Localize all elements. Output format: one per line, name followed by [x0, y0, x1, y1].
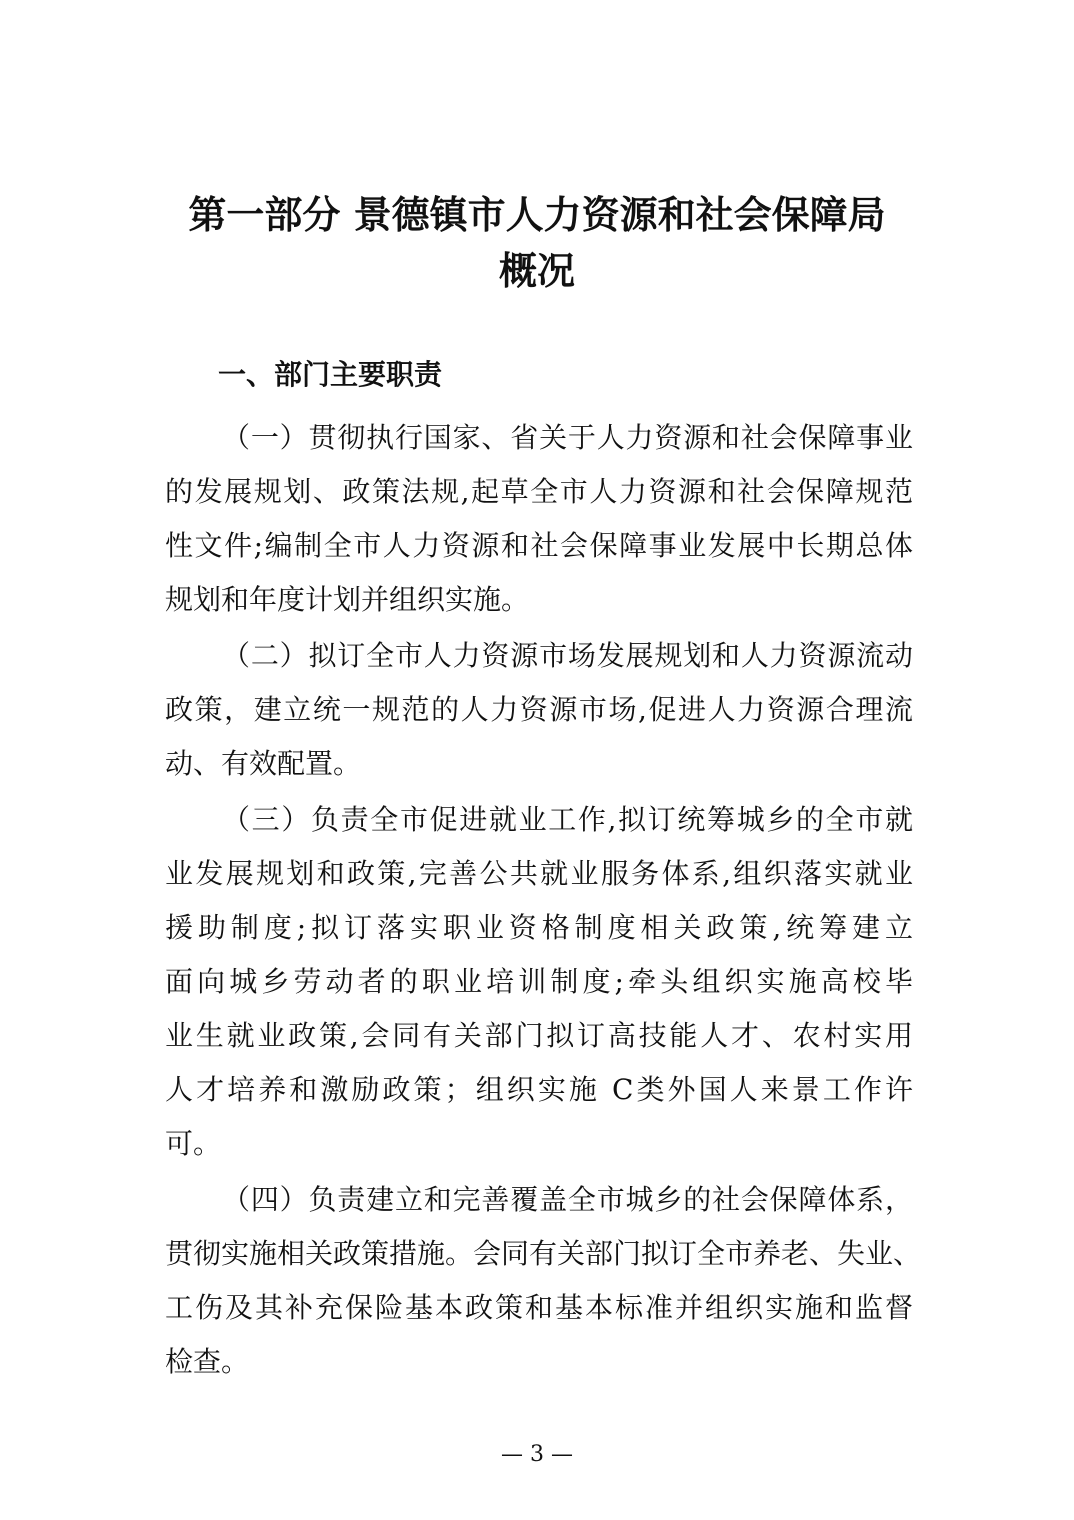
page-title-line-1: 第一部分 景德镇市人力资源和社会保障局 — [188, 193, 886, 237]
paragraph-4-line-2: 贯彻实施相关政策措施。会同有关部门拟订全市养老、失业、 — [165, 1237, 922, 1270]
paragraph-1-line-4: 规划和年度计划并组织实施。 — [165, 583, 530, 616]
paragraph-4-line-4: 检查。 — [165, 1345, 250, 1378]
paragraph-3-line-5: 业生就业政策,会同有关部门拟订高技能人才、农村实用 — [165, 1019, 913, 1052]
paragraph-3-line-3: 援助制度;拟订落实职业资格制度相关政策,统筹建立 — [165, 911, 913, 944]
paragraph-4-line-1: （四）负责建立和完善覆盖全市城乡的社会保障体系， — [222, 1183, 913, 1216]
paragraph-1-line-1: （一）贯彻执行国家、省关于人力资源和社会保障事业 — [222, 421, 913, 454]
paragraph-3-line-2: 业发展规划和政策,完善公共就业服务体系,组织落实就业 — [165, 857, 913, 890]
paragraph-3-line-6: 人才培养和激励政策；组织实施 C类外国人来景工作许 — [165, 1073, 913, 1106]
paragraph-2-line-3: 动、有效配置。 — [165, 747, 362, 780]
paragraph-4-line-3: 工伤及其补充保险基本政策和基本标准并组织实施和监督 — [165, 1291, 913, 1324]
paragraph-1-line-2: 的发展规划、政策法规,起草全市人力资源和社会保障规范 — [165, 475, 913, 508]
paragraph-2-line-1: （二）拟订全市人力资源市场发展规划和人力资源流动 — [222, 639, 913, 672]
page-title-line-2: 概况 — [498, 249, 575, 293]
paragraph-1-line-3: 性文件;编制全市人力资源和社会保障事业发展中长期总体 — [165, 529, 913, 562]
paragraph-3-line-1: （三）负责全市促进就业工作,拟订统筹城乡的全市就 — [222, 803, 913, 836]
paragraph-3-line-7: 可。 — [165, 1127, 222, 1160]
page-number: — 3 — — [501, 1442, 573, 1467]
paragraph-2-line-2: 政策，建立统一规范的人力资源市场,促进人力资源合理流 — [165, 693, 913, 726]
section-heading: 一、部门主要职责 — [218, 358, 443, 391]
paragraph-3-line-4: 面向城乡劳动者的职业培训制度;牵头组织实施高校毕 — [165, 965, 913, 998]
